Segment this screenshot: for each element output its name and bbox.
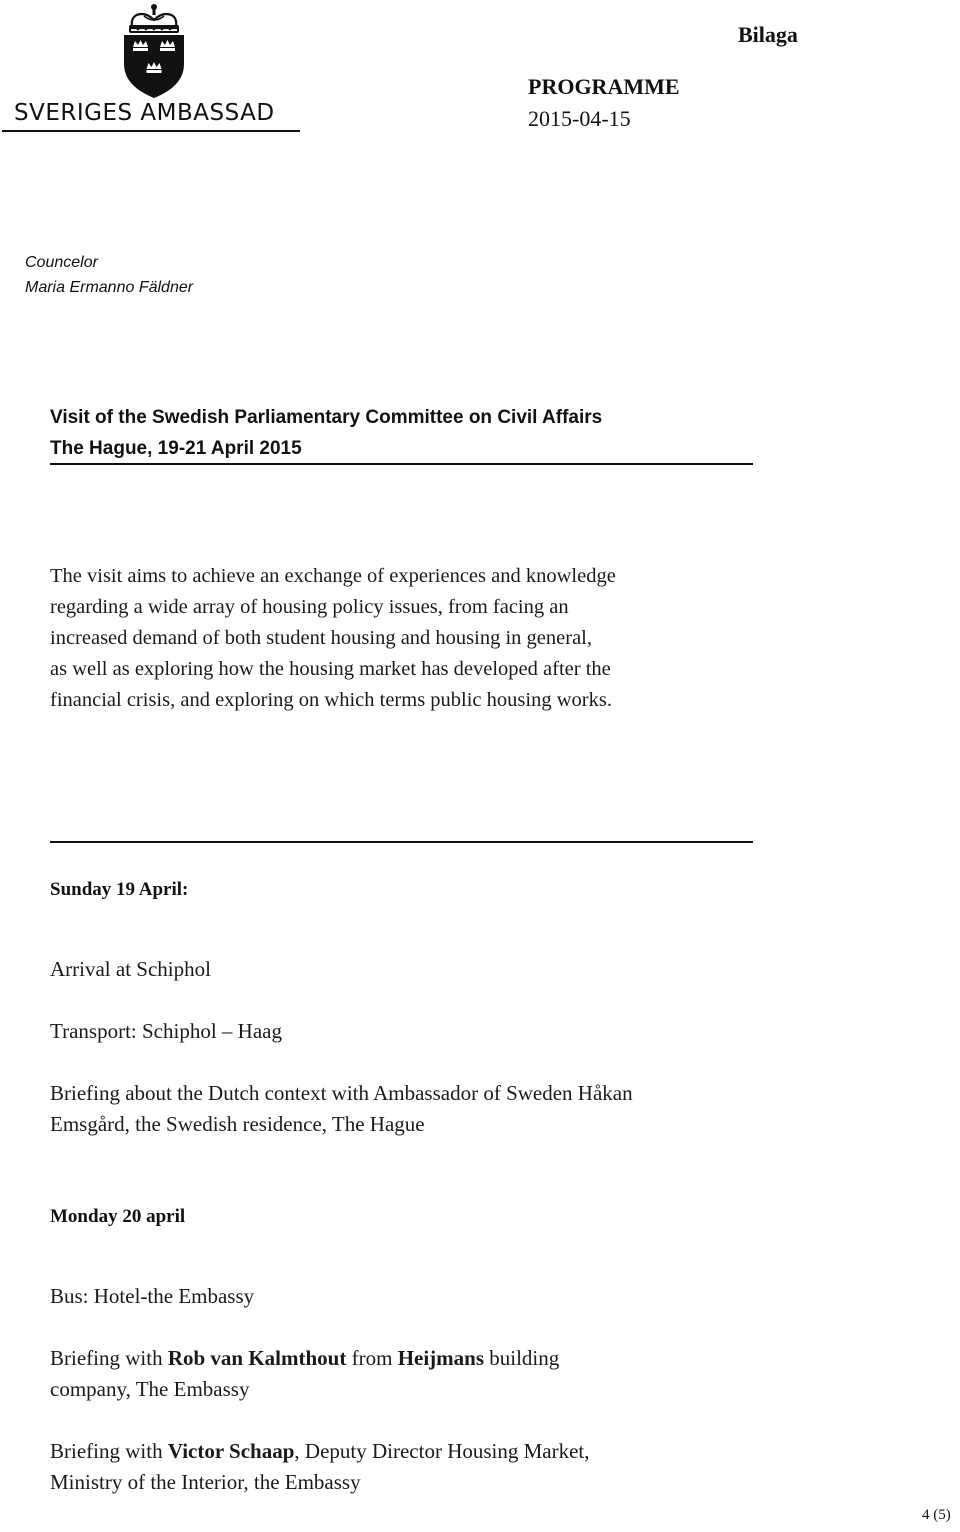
agenda-item-briefing-ministry bbox=[50, 1436, 770, 1498]
intro-line: financial crisis, and exploring on which terms public housing works. bbox=[50, 689, 612, 711]
intro-line: increased demand of both student housing and housing in general, bbox=[50, 627, 592, 649]
agenda-line: company, The Embassy bbox=[50, 1377, 250, 1401]
visit-subtitle: The Hague, 19-21 April 2015 bbox=[50, 438, 302, 459]
organization-name: Heijmans bbox=[397, 1346, 485, 1370]
section-divider bbox=[50, 841, 753, 843]
sender-title: Councelor bbox=[25, 254, 98, 271]
visit-title: Visit of the Swedish Parliamentary Committee on Civil Affairs bbox=[50, 407, 603, 428]
agenda-line: Briefing with Victor Schaap, Deputy Director Housing Market, bbox=[50, 1439, 590, 1463]
agenda-item-arrival: Arrival at Schiphol bbox=[50, 957, 211, 981]
agenda-line: Ministry of the Interior, the Embassy bbox=[50, 1470, 361, 1494]
title-divider bbox=[50, 463, 753, 465]
agenda-item-briefing-heijmans bbox=[50, 1343, 770, 1405]
agenda-line: Emsgård, the Swedish residence, The Hague bbox=[50, 1112, 425, 1136]
day-heading-monday: Monday 20 april bbox=[50, 1206, 186, 1227]
day-heading-sunday: Sunday 19 April: bbox=[50, 879, 189, 900]
agenda-item-transport: Transport: Schiphol – Haag bbox=[50, 1019, 282, 1043]
document-type: PROGRAMME bbox=[528, 74, 680, 99]
intro-paragraph bbox=[50, 561, 770, 716]
speaker-name: Rob van Kalmthout bbox=[167, 1346, 347, 1370]
sender-name: Maria Ermanno Fäldner bbox=[25, 279, 194, 296]
annex-label: Bilaga bbox=[738, 22, 798, 47]
page-number: 4 (5) bbox=[922, 1507, 951, 1523]
intro-line: The visit aims to achieve an exchange of experiences and knowledge bbox=[50, 565, 616, 587]
intro-line: as well as exploring how the housing market has developed after the bbox=[50, 658, 611, 680]
speaker-name: Victor Schaap bbox=[167, 1439, 295, 1463]
agenda-item-bus: Bus: Hotel-the Embassy bbox=[50, 1284, 255, 1308]
agenda-line: Briefing about the Dutch context with Ambassador of Sweden Håkan bbox=[50, 1081, 633, 1105]
document-date: 2015-04-15 bbox=[528, 106, 631, 131]
coat-of-arms-icon bbox=[114, 2, 194, 100]
intro-line: regarding a wide array of housing policy issues, from facing an bbox=[50, 596, 569, 618]
agenda-item-briefing-ambassador bbox=[50, 1078, 770, 1140]
logo-wordmark: SVERIGES AMBASSAD bbox=[14, 100, 275, 126]
agenda-line: Briefing with Rob van Kalmthout from Heijmans building bbox=[50, 1346, 560, 1370]
logo-underline bbox=[2, 130, 300, 132]
